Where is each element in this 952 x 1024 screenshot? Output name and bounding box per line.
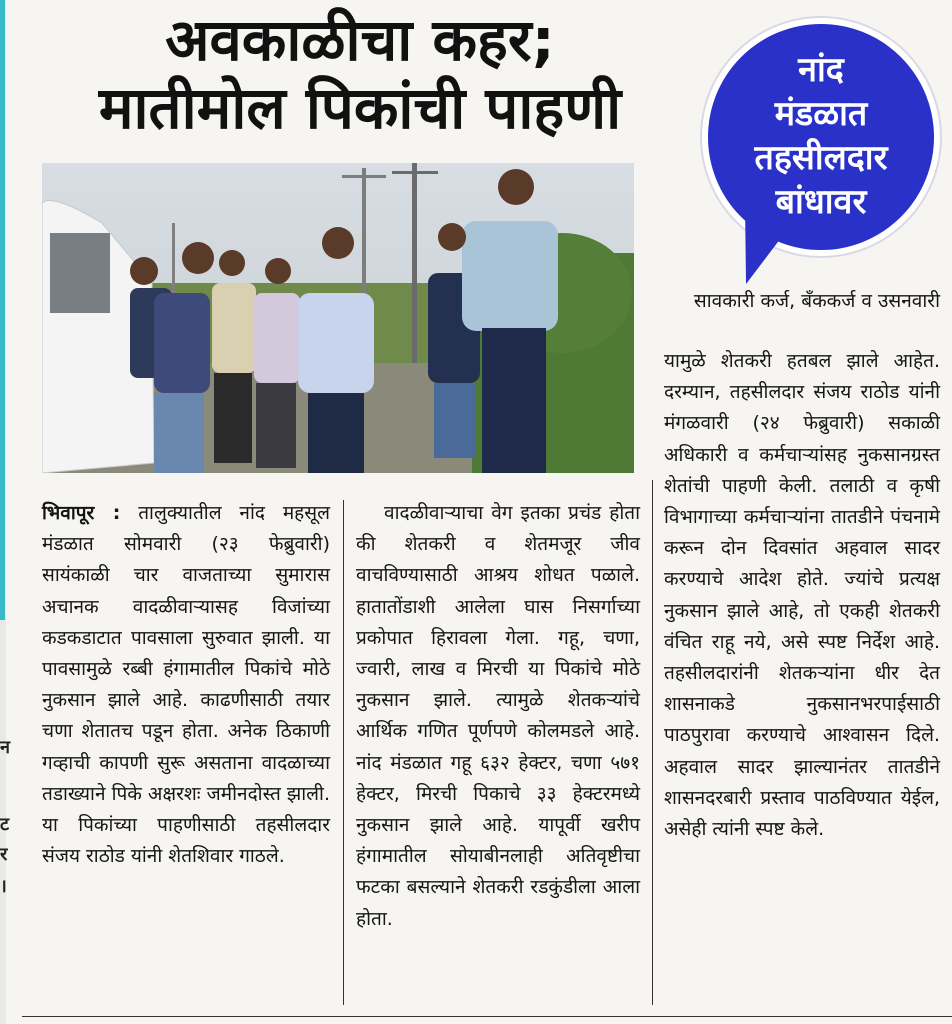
page-edge-strip	[0, 0, 6, 1024]
headline-line-1: अवकाळीचा कहर;	[165, 6, 555, 74]
headline-line-2: मातीमोल पिकांची पाहणी	[98, 74, 622, 142]
adjacent-column-fragment: न	[0, 737, 10, 758]
callout-line: नांद	[798, 50, 844, 90]
callout-tail	[716, 213, 784, 288]
article-column-2	[356, 498, 640, 935]
article-text-col3: यामुळे शेतकरी हतबल झाले आहेत. दरम्यान, तहसीलदार संजय राठोड यांनी मंगळवारी (२४ फेब्रुवारी) सकाळी अधिकारी व कर्मचाऱ्यांसह नुकसानग्रस्त शेतांची पाहणी केली. तलाठी व कृषी विभागाच्या कर्मचाऱ्यांना तातडीने पंचनामे करून दोन दिवसांत अहवाल सादर करण्याचे आदेश होते. ज्यांचे प्रत्यक्ष नुकसान झाले आहे, तो एकही शेतकरी वंचित राहू नये, असे स्पष्ट निर्देश आहे. तहसीलदारांनी शेतकऱ्यांना धीर देत शासनाकडे नुकसानभरपाईसाठी पाठपुरावा करण्याचे आश्वासन दिले. अहवाल सादर झाल्यानंतर तातडीने शासनदरबारी प्रस्ताव पाठविण्यात येईल, असेही त्यांनी स्पष्ट केले.	[664, 350, 940, 841]
headline	[40, 6, 680, 142]
article-text-col1: तालुक्यातील नांद महसूल मंडळात सोमवारी (२३ फेब्रुवारी) सायंकाळी चार वाजताच्या सुमारास अचानक वादळीवाऱ्यासह विजांच्या कडकडाटात पावसाला सुरुवात झाली. या पावसामुळे रब्बी हंगामातील पिकांचे मोठे नुकसान झाले आहे. काढणीसाठी तयार चणा शेतातच पडून होता. अनेक ठिकाणी गव्हाची कापणी सुरू असताना वादळाच्या तडाख्याने पिके अक्षरशः जमीनदोस्त झाली. या पिकांच्या पाहणीसाठी तहसीलदार संजय राठोड यांनी शेतशिवार गाठले.	[42, 502, 330, 868]
callout-line: बांधावर	[775, 182, 867, 222]
callout-bubble	[702, 18, 940, 256]
news-photo	[42, 163, 634, 473]
callout-line: तहसीलदार	[754, 138, 888, 178]
column-divider	[343, 500, 344, 1005]
article-column-3	[664, 346, 940, 845]
dateline: भिवापूर :	[42, 502, 121, 524]
callout-line: मंडळात	[774, 94, 868, 134]
article-text-col2: वादळीवाऱ्याचा वेग इतका प्रचंड होता की शेतकरी व शेतमजूर जीव वाचविण्यासाठी आश्रय शोधत पळाले. हातातोंडाशी आलेला घास निसर्गाच्या प्रकोपात हिरावला गेला. गहू, चणा, ज्वारी, लाख व मिरची या पिकांचे मोठे नुकसान झाले. त्यामुळे शेतकऱ्यांचे आर्थिक गणित पूर्णपणे कोलमडले आहे. नांद मंडळात गहू ६३२ हेक्टर, चणा ५७१ हेक्टर, मिरची पिकाचे ३३ हेक्टरमध्ये नुकसान झाले आहे. यापूर्वी खरीप हंगामातील सोयाबीनलाही अतिवृष्टीचा फटका बसल्याने शेतकरी रडकुंडीला आला होता.	[356, 502, 640, 930]
article-column-1	[42, 498, 330, 872]
adjacent-column-fragment: र	[0, 844, 8, 865]
adjacent-column-fragment: ।	[0, 876, 7, 897]
bottom-rule	[22, 1016, 952, 1017]
column-divider	[652, 480, 653, 1005]
article-column-3-top: सावकारी कर्ज, बँककर्ज व उसनवारी	[693, 290, 940, 312]
adjacent-column-fragment: ट	[0, 814, 10, 835]
